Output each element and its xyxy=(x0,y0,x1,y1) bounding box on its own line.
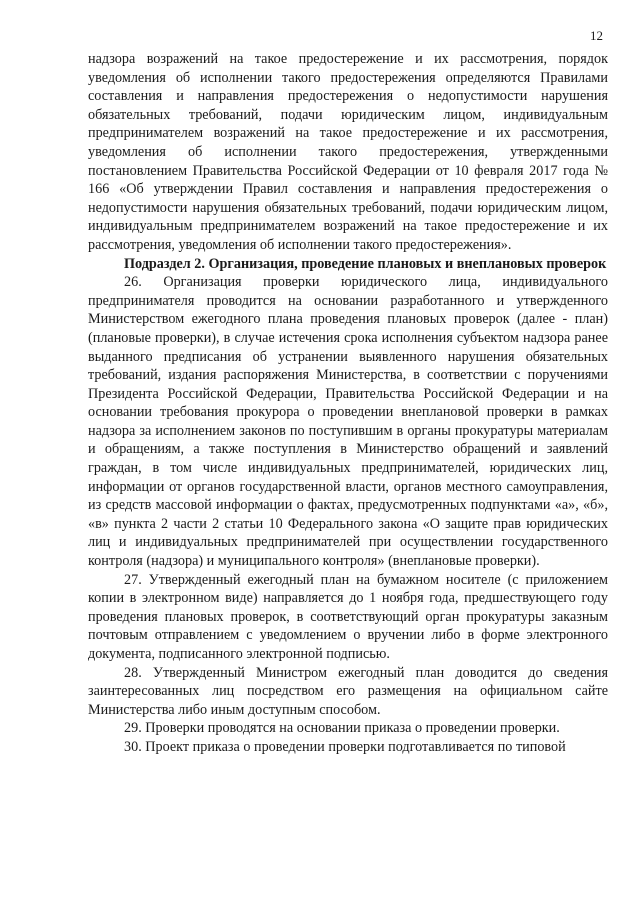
document-body xyxy=(88,50,608,757)
subsection-heading: Подраздел 2. Организация, проведение плановых и внеплановых проверок xyxy=(124,255,607,272)
paragraph-continuation: надзора возражений на такое предостережение и их рассмотрения, порядок уведомления об исполнении такого предостережения определяются Правилами составления и направления предостережения о недопустимости нарушения обязательных требований, подачи юридическим лицом, индивидуальным предпринимателем возражений на такое предостережение и их рассмотрения, уведомления об исполнении такого предостережения, утвержденными постановлением Правительства Российской Федерации от 10 февраля 2017 года № 166 «Об утверждении Правил составления и направления предостережения о недопустимости нарушения обязательных требований, подачи юридическим лицом, индивидуальным предпринимателем возражений на такое предостережение и их рассмотрения, уведомления об исполнении такого предостережения». xyxy=(88,51,608,253)
paragraph-30: 30. Проект приказа о проведении проверки подготавливается по типовой xyxy=(124,738,566,755)
paragraph-27: 27. Утвержденный ежегодный план на бумажном носителе (с приложением копии в электронном виде) направляется до 1 ноября года, предшествующего году проведения плановых проверок, в соответствующий орган прокуратуры заказным почтовым отправлением с уведомлением о вручении либо в форме электронного документа, подписанного электронной подписью. xyxy=(88,571,608,662)
page-number: 12 xyxy=(590,28,603,43)
paragraph-28: 28. Утвержденный Министром ежегодный план доводится до сведения заинтересованных лиц посредством его размещения на официальном сайте Министерства либо иным доступным способом. xyxy=(88,664,608,718)
paragraph-26: 26. Организация проверки юридического лица, индивидуального предпринимателя проводится на основании разработанного и утвержденного Министерством ежегодного плана проведения плановых проверок (далее - план) (плановые проверки), в случае истечения срока исполнения субъектом надзора ранее выданного предписания об устранении выявленного нарушения обязательных требований, издания распоряжения Министерства, в соответствии с поручениями Президента Российской Федерации, Правительства Российской Федерации и на основании требования прокурора о проведении внеплановой проверки в рамках надзора за исполнением законов по поступившим в органы прокуратуры материалам и обращениям, а также поступления в Министерство обращений и заявлений граждан, в том числе индивидуальных предпринимателей, юридических лиц, информации от органов государственной власти, органов местного самоуправления, из средств массовой информации о фактах, предусмотренных подпунктами «а», «б», «в» пункта 2 части 2 статьи 10 Федерального закона «О защите прав юридических лиц и индивидуальных предпринимателей при осуществлении государственного контроля (надзора) и муниципального контроля» (внеплановые проверки). xyxy=(88,274,608,570)
paragraph-29: 29. Проверки проводятся на основании приказа о проведении проверки. xyxy=(124,720,560,737)
